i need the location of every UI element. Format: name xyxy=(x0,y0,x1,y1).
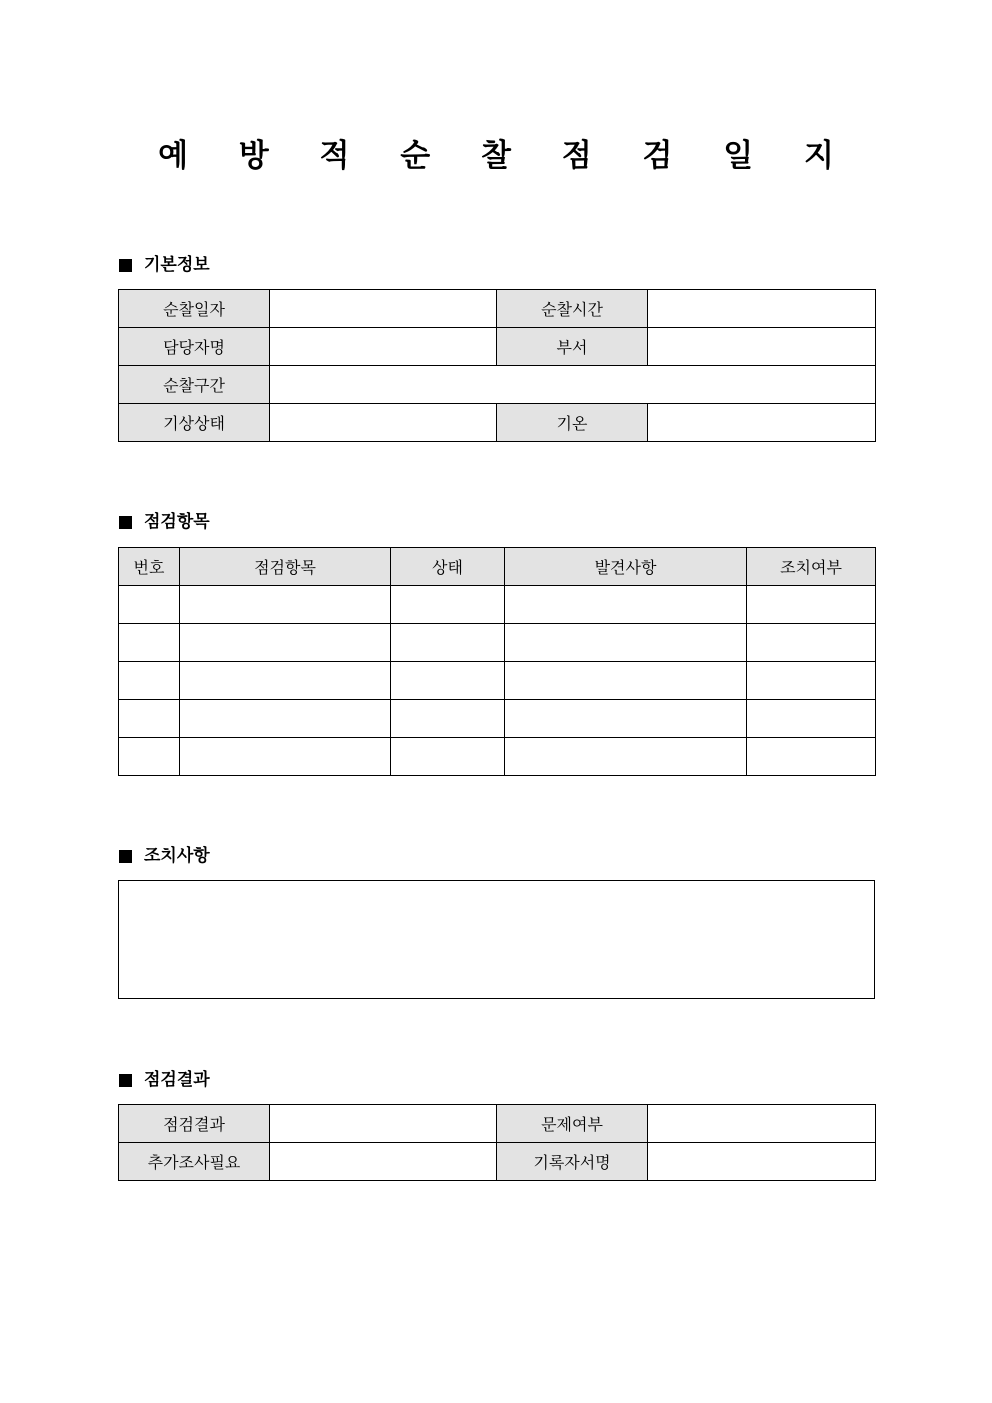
column-header: 번호 xyxy=(119,548,180,586)
table-cell[interactable] xyxy=(747,738,876,776)
square-bullet-icon xyxy=(119,850,132,863)
column-header: 조치여부 xyxy=(747,548,876,586)
table-cell[interactable] xyxy=(505,738,747,776)
table-row xyxy=(119,700,876,738)
table-row xyxy=(119,1105,876,1143)
table-cell[interactable] xyxy=(391,700,505,738)
manager-name-field[interactable] xyxy=(270,328,497,366)
section-heading-basic xyxy=(119,253,210,277)
table-cell[interactable] xyxy=(747,624,876,662)
patrol-section-field[interactable] xyxy=(270,366,876,404)
table-row xyxy=(119,738,876,776)
label-cell: 점검결과 xyxy=(119,1105,270,1143)
problem-status-field[interactable] xyxy=(648,1105,876,1143)
temperature-field[interactable] xyxy=(648,404,876,442)
section-heading-label: 기본정보 xyxy=(144,255,210,275)
label-cell: 순찰구간 xyxy=(119,366,270,404)
label-cell: 순찰시간 xyxy=(497,290,648,328)
column-header: 점검항목 xyxy=(180,548,391,586)
table-cell[interactable] xyxy=(119,624,180,662)
weather-field[interactable] xyxy=(270,404,497,442)
table-cell[interactable] xyxy=(119,662,180,700)
label-cell: 순찰일자 xyxy=(119,290,270,328)
table-cell[interactable] xyxy=(747,586,876,624)
section-heading-label: 조치사항 xyxy=(144,846,210,866)
table-cell[interactable] xyxy=(391,624,505,662)
label-cell: 담당자명 xyxy=(119,328,270,366)
table-cell[interactable] xyxy=(180,662,391,700)
table-row xyxy=(119,1143,876,1181)
table-cell[interactable] xyxy=(747,662,876,700)
table-row xyxy=(119,290,876,328)
table-header-row xyxy=(119,548,876,586)
square-bullet-icon xyxy=(119,516,132,529)
inspection-result-field[interactable] xyxy=(270,1105,497,1143)
table-cell[interactable] xyxy=(180,738,391,776)
table-cell[interactable] xyxy=(505,586,747,624)
column-header: 발견사항 xyxy=(505,548,747,586)
square-bullet-icon xyxy=(119,1074,132,1087)
section-heading-items xyxy=(119,510,210,534)
column-header: 상태 xyxy=(391,548,505,586)
section-heading-label: 점검항목 xyxy=(144,512,210,532)
label-cell: 기록자서명 xyxy=(497,1143,648,1181)
patrol-date-field[interactable] xyxy=(270,290,497,328)
patrol-time-field[interactable] xyxy=(648,290,876,328)
actions-text-area[interactable] xyxy=(118,880,875,999)
basic-info-table xyxy=(118,289,876,442)
inspection-result-table xyxy=(118,1104,876,1181)
table-cell[interactable] xyxy=(119,738,180,776)
table-cell[interactable] xyxy=(180,586,391,624)
table-row xyxy=(119,328,876,366)
table-row xyxy=(119,366,876,404)
section-heading-result xyxy=(119,1068,210,1092)
table-cell[interactable] xyxy=(505,662,747,700)
table-cell[interactable] xyxy=(391,586,505,624)
table-cell[interactable] xyxy=(391,662,505,700)
table-row xyxy=(119,586,876,624)
label-cell: 기상상태 xyxy=(119,404,270,442)
table-cell[interactable] xyxy=(747,700,876,738)
recorder-signature-field[interactable] xyxy=(648,1143,876,1181)
department-field[interactable] xyxy=(648,328,876,366)
table-cell[interactable] xyxy=(505,624,747,662)
label-cell: 문제여부 xyxy=(497,1105,648,1143)
label-cell: 기온 xyxy=(497,404,648,442)
table-cell[interactable] xyxy=(505,700,747,738)
label-cell: 추가조사필요 xyxy=(119,1143,270,1181)
table-cell[interactable] xyxy=(119,700,180,738)
section-heading-label: 점검결과 xyxy=(144,1070,210,1090)
table-cell[interactable] xyxy=(180,624,391,662)
table-cell[interactable] xyxy=(180,700,391,738)
page-title: 예 방 적 순 찰 점 검 일 지 xyxy=(158,138,854,174)
square-bullet-icon xyxy=(119,259,132,272)
further-investigation-field[interactable] xyxy=(270,1143,497,1181)
label-cell: 부서 xyxy=(497,328,648,366)
inspection-items-table xyxy=(118,547,876,776)
section-heading-actions xyxy=(119,844,210,868)
table-cell[interactable] xyxy=(119,586,180,624)
table-row xyxy=(119,662,876,700)
table-row xyxy=(119,624,876,662)
table-row xyxy=(119,404,876,442)
table-cell[interactable] xyxy=(391,738,505,776)
